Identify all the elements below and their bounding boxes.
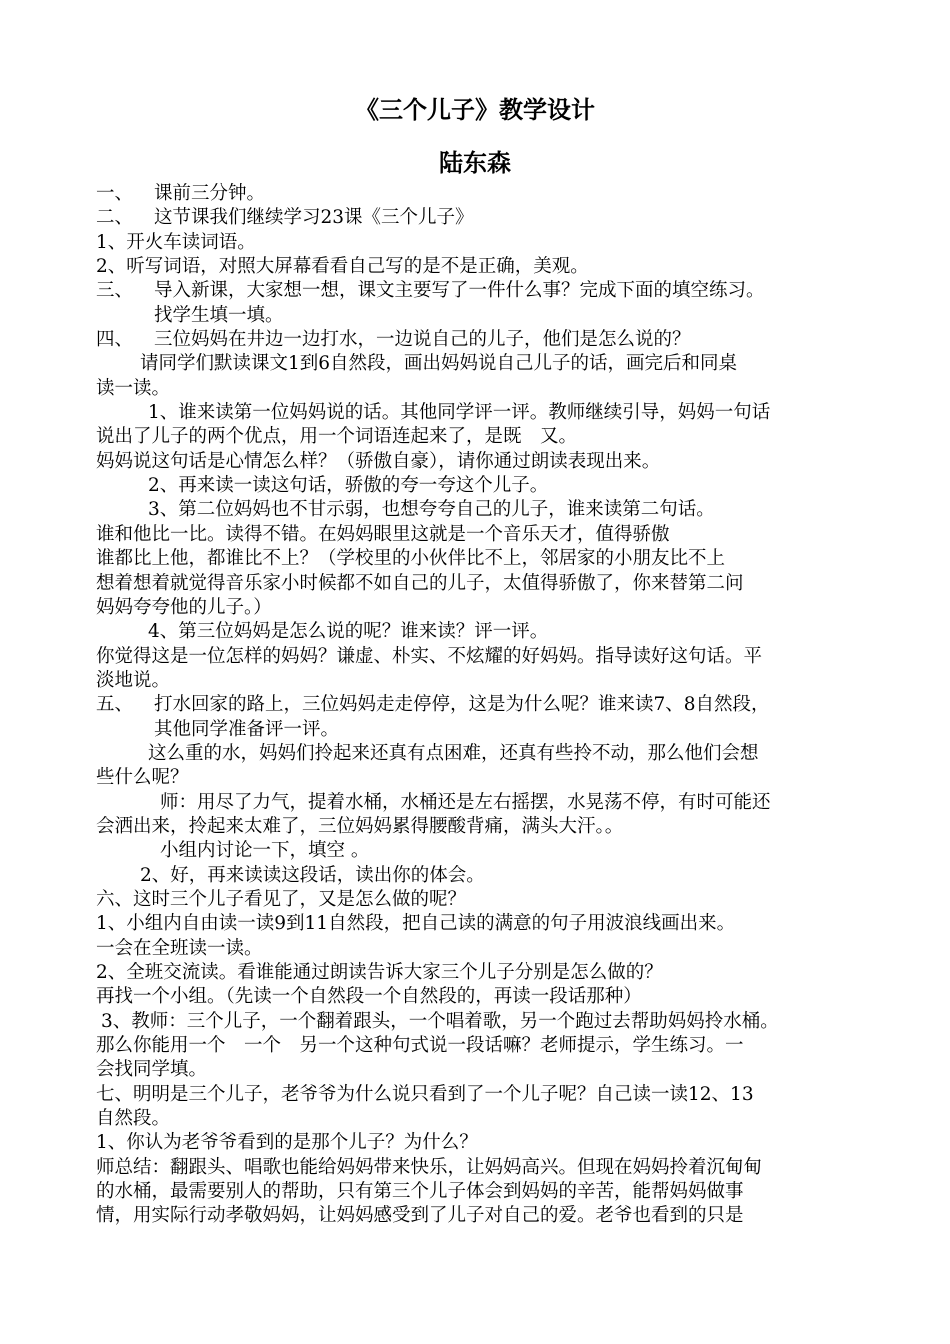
text-line: 想着想着就觉得音乐家小时候都不如自己的儿子，太值得骄傲了，你来替第二问 [96,572,744,594]
section-text: 导入新课，大家想一想，课文主要写了一件什么事？完成下面的填空练习。 [154,280,765,302]
section-line [96,182,866,206]
section-line [96,206,866,230]
text-line: 1、小组内自由读一读9到11自然段，把自己读的满意的句子用波浪线画出来。 [96,913,736,935]
section-text: 三位妈妈在井边一边打水，一边说自己的儿子，他们是怎么说的？ [154,329,691,351]
section-text: 课前三分钟。 [154,183,266,204]
text-line: 会找同学填。 [96,1059,208,1081]
text-line: 情，用实际行动孝敬妈妈，让妈妈感受到了儿子对自己的爱。老爷也看到的只是 [96,1205,744,1227]
section-text: 打水回家的路上，三位妈妈走走停停，这是为什么呢？谁来读7、8自然段， [154,694,770,716]
text-line: 2、好，再来读读这段话，读出你的体会。 [140,864,485,886]
text-line: 读一读。 [96,377,171,399]
text-line: 妈妈说这句话是心情怎么样？（骄傲自豪），请你通过朗读表现出来。 [96,450,661,472]
document-body [96,182,866,1229]
section-number: 一、 [96,183,134,204]
text-line: 2、全班交流读。看谁能通过朗读告诉大家三个儿子分别是怎么做的？ [96,962,663,983]
text-line: 2、再来读一读这句话，骄傲的夸一夸这个儿子。 [148,475,549,497]
text-line: 一会在全班读一读。 [96,937,263,959]
text-line: 再找一个小组。（先读一个自然段一个自然段的，再读一段话那种） [96,986,642,1008]
text-line: 妈妈夸夸他的儿子。） [96,596,272,618]
text-line: 谁和他比一比。读得不错。在妈妈眼里这就是一个音乐天才，值得骄傲 [96,523,670,545]
text-line: 谁都比上他，都谁比不上？（学校里的小伙伴比不上，邻居家的小朋友比不上 [96,548,726,570]
section-line [96,328,866,352]
text-line: 2、听写词语，对照大屏幕看看自己写的是不是正确，美观。 [96,256,589,278]
text-line: 3、第二位妈妈也不甘示弱，也想夸夸自己的儿子，谁来读第二句话。 [148,499,715,521]
text-line: 你觉得这是一位怎样的妈妈？谦虚、朴实、不炫耀的好妈妈。指导读好这句话。平 [96,645,763,667]
text-line: 的水桶，最需要别人的帮助，只有第三个儿子体会到妈妈的辛苦，能帮妈妈做事 [96,1181,744,1203]
text-line: 自然段。 [96,1108,171,1130]
text-line: 3、教师：三个儿子，一个翻着跟头，一个唱着歌，另一个跑过去帮助妈妈拎水桶。 [101,1010,779,1032]
text-line: 淡地说。 [96,669,171,691]
text-line: 1、开火车读词语。 [96,231,256,253]
text-line: 这么重的水，妈妈们拎起来还真有点困难，还真有些拎不动，那么他们会想 [148,742,759,764]
section-number: 五、 [96,694,134,716]
text-line: 六、这时三个儿子看见了，又是怎么做的呢？ [96,888,467,910]
text-line: 找学生填一填。 [154,304,284,326]
text-line: 些什么呢？ [96,767,189,789]
text-line: 其他同学准备评一评。 [154,718,340,740]
text-line: 4、第三位妈妈是怎么说的呢？谁来读？评一评。 [148,621,549,643]
text-line: 会洒出来，拎起来太难了，三位妈妈累得腰酸背痛，满头大汗。。 [96,815,624,837]
text-line: 师总结：翻跟头、唱歌也能给妈妈带来快乐，让妈妈高兴。但现在妈妈拎着沉甸甸 [96,1156,763,1178]
text-line: 那么你能用一个 一个 另一个这种句式说一段话嘛？老师提示，学生练习。一 [96,1035,744,1057]
text-line: 说出了儿子的两个优点，用一个词语连起来了，是既 又。 [96,426,578,448]
section-line [96,279,866,303]
section-number: 四、 [96,329,134,351]
text-line: 师：用尽了力气，提着水桶，水桶还是左右摇摆，水晃荡不停，有时可能还 [160,791,771,813]
text-line: 1、谁来读第一位妈妈说的话。其他同学评一评。教师继续引导，妈妈一句话 [148,402,771,424]
text-line: 七、明明是三个儿子，老爷爷为什么说只看到了一个儿子呢？自己读一读12、13 [96,1083,754,1105]
section-text: 这节课我们继续学习23课《三个儿子》 [154,207,474,229]
section-line [96,693,866,717]
document-title: 《三个儿子》教学设计 [355,96,595,124]
section-number: 三、 [96,280,134,302]
section-number: 二、 [96,207,134,229]
text-line: 1、你认为老爷爷看到的是那个儿子？为什么？ [96,1132,478,1154]
text-line: 小组内讨论一下，填空 。 [160,840,370,862]
document-author: 陆东森 [439,149,511,177]
text-line: 请同学们默读课文1到6自然段，画出妈妈说自己儿子的话，画完后和同桌 [140,353,738,375]
